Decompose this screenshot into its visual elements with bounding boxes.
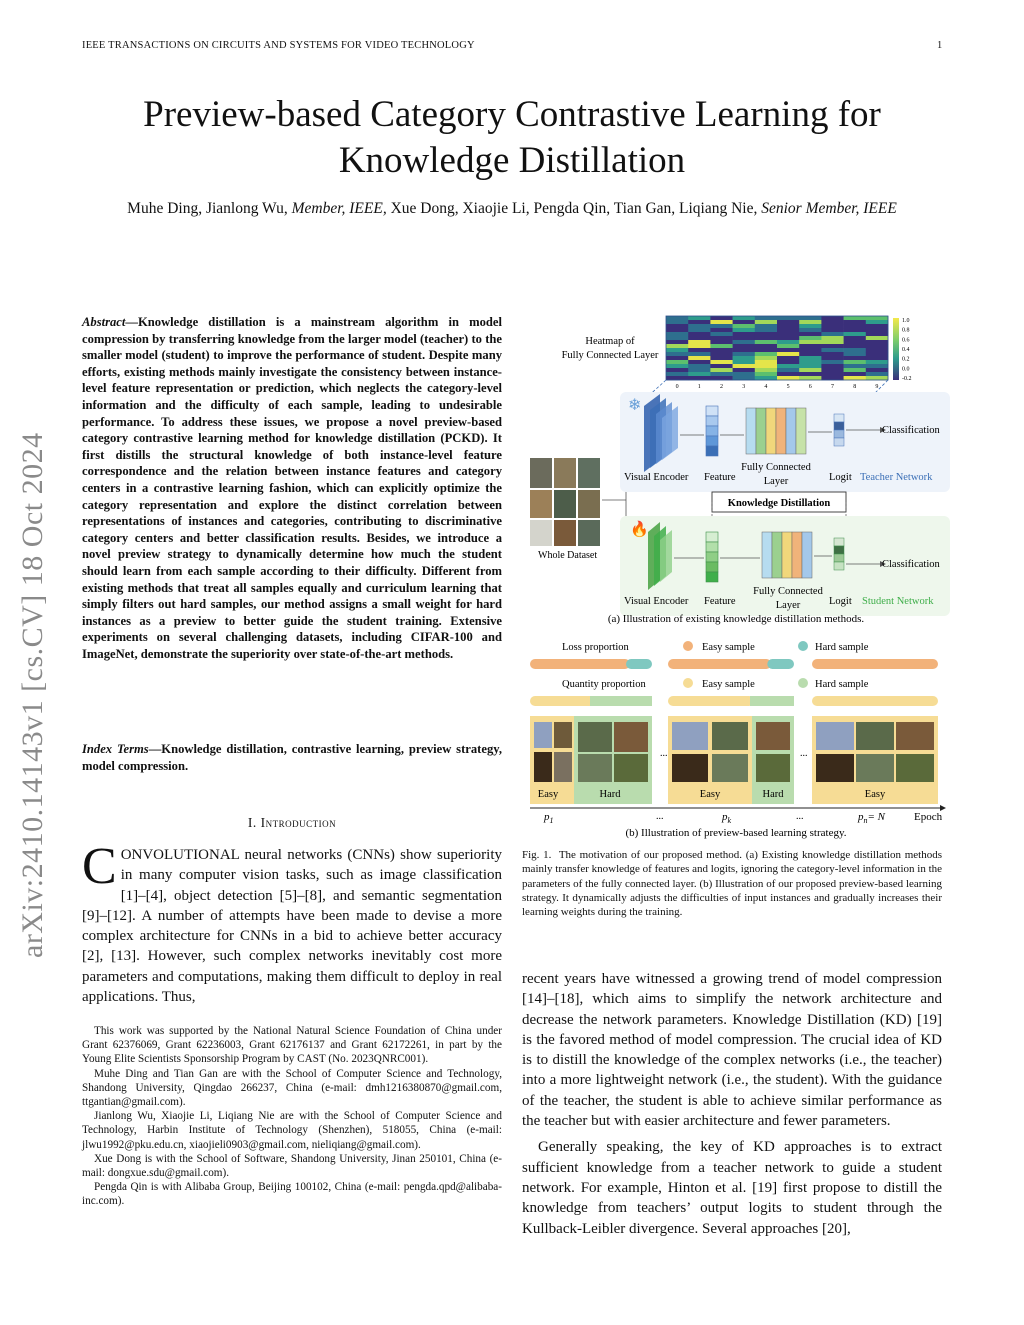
loss-easy-segment: [668, 659, 771, 669]
paragraph: Generally speaking, the key of KD approaches is to extract sufficient knowledge from a teacher network to guide a student network. For example, Hinton et al. [19] first propose to distill the knowledge from teachers’ output logits to student through the Kullback-Leibler divergence. Several approaches [20],: [522, 1139, 942, 1237]
loss-hard-segment: [626, 659, 652, 669]
teacher-logit: [834, 414, 844, 446]
heatmap-tick-label: 3: [742, 384, 746, 390]
abstract-label: Abstract: [82, 315, 126, 329]
index-terms-text: —Knowledge distillation, contrastive learning, preview strategy, model compression.: [82, 742, 502, 773]
footnote-funding: This work was supported by the National Natural Science Foundation of China under Grant 62376069, Grant 62236003, Grant 62176137 and Grant 62172261, in part by the Young Elite Scientists Sponsorship Program by CAST (No. 2023QNRC001).: [82, 1025, 502, 1066]
svg-text:pn= N: $p_n= N$: [858, 811, 886, 825]
section-heading: I. Introduction: [247, 815, 337, 830]
author-list: Muhe Ding, Jianlong Wu, Member, IEEE, Xue Dong, Xiaojie Li, Pengda Qin, Tian Gan, Liqiang Nie, Senior Member, IEEE: [127, 200, 897, 217]
figure-caption: Fig. 1. The motivation of our proposed method. (a) Existing knowledge distillation methods mainly transfer knowledge of features and logits, ignoring the category-level information in the parameters of the fully connected layer. (b) Illustration of our proposed preview-based learning strategy. It dynamically adjusts the difficulties of input instances and gradually increases their learning weights during the training.: [522, 849, 943, 919]
heatmap-tick-label: 0: [675, 384, 679, 390]
heatmap-tick-label: 6: [808, 384, 812, 390]
easy-sample-legend: Easy sample: [702, 642, 755, 653]
page-number: 1: [937, 40, 943, 51]
heatmap-tick-label: 4: [764, 384, 768, 390]
loss-easy-segment: [812, 659, 938, 669]
heatmap-tick-label: 7: [831, 384, 834, 390]
footnotes: [82, 1024, 502, 1209]
colorbar-tick-label: 1.0: [902, 318, 910, 324]
svg-text:...: ...: [796, 811, 804, 822]
epoch-k-samples: [668, 716, 794, 804]
kd-label: Knowledge Distillation: [727, 498, 831, 509]
fc-label: Layer: [763, 476, 789, 487]
abstract-text: —Knowledge distillation is a mainstream algorithm in model compression by transferring knowledge from the larger model (teacher) to the smaller model (student) to improve the performance of student. Despite many efforts, existing methods mainly investigate the consistency between instance-level feature representation or prediction, which neglects the category-level information and the difficulty of each sample, leading to undesirable performance. To address these issues, we propose a novel preview-based category contrastive learning method for knowledge distillation (PCKD). It first distills the structural knowledge of both instance-level feature correspondence and the relation between instance features and category centers in a contrastive learning fashion, which can explicitly optimize the category representation and explore the distinct correlation between representations of instances and categories, contributing to discriminative category centers and better classification results. Besides, we introduce a novel preview strategy to dynamically determine how much the student should learn from each sample according to their difficulty. Different from existing methods that treat all samples equally and curriculum learning that simply filters out hard samples, our method assigns a small weight for hard instances as a preview to better guide the student training. Extensive experiments on several challenging datasets, including CIFAR-100 and ImageNet, demonstrate the superiority over state-of-the-art methods.: [82, 315, 502, 661]
svg-text:p1: $p_1$: [544, 811, 554, 825]
whole-dataset-label: Whole Dataset: [538, 550, 598, 561]
footnote-affiliation: Jianlong Wu, Xiaojie Li, Liqiang Nie are with the School of Computer Science and Technology, Harbin Institute of Technology (Shenzhen), 518055, China (e-mail: jlwu1992@pku.edu.cn, xiaojieli0903@gmail.com, nieliqiang@gmail.com).: [82, 1110, 502, 1151]
svg-text:Easy: Easy: [537, 789, 559, 800]
svg-text:Hard: Hard: [762, 789, 784, 800]
index-terms-label: Index Terms: [82, 742, 149, 756]
colorbar-tick-label: 0.8: [902, 327, 910, 334]
fc-label: Layer: [775, 600, 801, 611]
drop-cap: C: [82, 838, 117, 895]
epoch-n-samples: [812, 716, 938, 804]
intro-paragraph: CONVOLUTIONAL neural networks (CNNs) show superiority in many computer vision tasks, such as image classification [1]–[4], object detection [5]–[8], and semantic segmentation [9]–[12]. A number of attempts have been made to devise a more complex architecture for CNNs in a bid to achieve better accuracy [2], [13]. However, such complex networks inevitably cost more parameters and computations, making them difficult to deploy in real applications. Thus,: [82, 838, 502, 1006]
epoch-1-samples: [530, 716, 652, 804]
feature-label: Feature: [704, 596, 736, 607]
right-column-text: [522, 969, 942, 1239]
heatmap-tick-label: 2: [720, 384, 723, 390]
svg-text:pk: $p_k$: [722, 811, 732, 825]
paragraph: recent years have witnessed a growing trend of model compression [14]–[18], which aims to simplify the network architecture and decrease the network parameters. Knowledge Distillation (KD) [19] is the favored method of model compression. The crucial idea of KD is to distill the knowledge of the complex networks (i.e., the teacher) into a more lightweight network (i.e., the student). With the guidance of the teacher, the student is able to achieve similar performance as the teacher but with easier architecture and fewer parameters.: [522, 971, 942, 1130]
feature-label: Feature: [704, 472, 736, 483]
svg-text:Hard: Hard: [599, 789, 621, 800]
heatmap-tick-label: 8: [853, 384, 857, 390]
visual-encoder-label: Visual Encoder: [624, 596, 689, 607]
student-logit: [834, 538, 844, 570]
hard-sample-legend: Hard sample: [815, 679, 869, 690]
student-network-label: Student Network: [862, 596, 934, 607]
svg-text:Easy: Easy: [864, 789, 886, 800]
caption-a: (a) Illustration of existing knowledge distillation methods.: [607, 613, 865, 625]
epoch-label: Epoch: [914, 811, 943, 823]
abstract: [82, 314, 502, 662]
teacher-feature: [706, 406, 718, 456]
fc-label: Fully Connected: [753, 586, 823, 597]
arxiv-stamp: arXiv:2410.14143v1 [cs.CV] 18 Oct 2024: [16, 432, 49, 958]
running-header: IEEE TRANSACTIONS ON CIRCUITS AND SYSTEMS FOR VIDEO TECHNOLOGY: [82, 40, 475, 51]
easy-sample-legend: Easy sample: [702, 679, 755, 690]
loss-proportion-label: Loss proportion: [562, 642, 629, 653]
loss-easy-segment: [530, 659, 630, 669]
heatmap-label: Fully Connected Layer: [561, 350, 659, 361]
heatmap-tick-label: 1: [697, 384, 701, 390]
heatmap: [666, 316, 888, 380]
svg-text:...: ...: [800, 748, 808, 759]
paper-title: Preview-based Category Contrastive Learning for Knowledge Distillation: [143, 94, 881, 181]
colorbar-tick-label: -0.2: [902, 376, 912, 382]
figure-1: [520, 310, 960, 840]
svg-text:...: ...: [656, 811, 664, 822]
footnote-affiliation: Pengda Qin is with Alibaba Group, Beijing 100102, China (e-mail: pengda.qpd@alibaba-inc.com).: [82, 1181, 502, 1208]
classification-label: Classification: [882, 559, 940, 570]
visual-encoder-label: Visual Encoder: [624, 472, 689, 483]
student-feature: [706, 532, 718, 582]
student-fc-layer: [762, 532, 812, 578]
colorbar-ticks: [902, 318, 912, 382]
footnote-affiliation: Muhe Ding and Tian Gan are with the School of Computer Science and Technology, Shandong University, Qingdao 266237, China (e-mail: dmh1216380870@gmail.com, ttgantian@gmail.com).: [82, 1067, 502, 1109]
index-terms: [82, 741, 502, 774]
caption-b: (b) Illustration of preview-based learning strategy.: [625, 827, 847, 839]
footnote-affiliation: Xue Dong is with the School of Software, Shandong University, Jinan 250101, China (e-mail: dongxue.sdu@gmail.com).: [82, 1152, 502, 1180]
hard-sample-legend: Hard sample: [815, 642, 869, 653]
loss-hard-segment: [767, 659, 794, 669]
fc-label: Fully Connected: [741, 462, 811, 473]
quantity-proportion-label: Quantity proportion: [562, 679, 646, 690]
svg-text:Easy: Easy: [699, 789, 721, 800]
colorbar-tick-label: 0.2: [902, 356, 910, 363]
logit-label: Logit: [829, 596, 852, 607]
teacher-network-label: Teacher Network: [860, 472, 933, 483]
colorbar-tick-label: 0.6: [902, 337, 910, 344]
snowflake-icon: ❄: [628, 397, 642, 414]
logit-label: Logit: [829, 472, 852, 483]
heatmap-ticks: [676, 384, 879, 390]
heatmap-tick-label: 5: [786, 384, 790, 390]
svg-text:...: ...: [660, 748, 668, 759]
loss-proportion-bar: [530, 659, 938, 669]
teacher-fc-layer: [746, 408, 806, 454]
heatmap-tick-label: 9: [875, 384, 879, 390]
fire-icon: 🔥: [630, 522, 649, 538]
heatmap-label: Heatmap of: [585, 336, 635, 347]
colorbar-tick-label: 0.0: [902, 366, 910, 373]
colorbar: [893, 318, 899, 380]
colorbar-tick-label: 0.4: [902, 347, 910, 353]
classification-label: Classification: [882, 425, 940, 436]
dataset-images: [530, 458, 600, 546]
quantity-proportion-bar: [530, 696, 938, 706]
